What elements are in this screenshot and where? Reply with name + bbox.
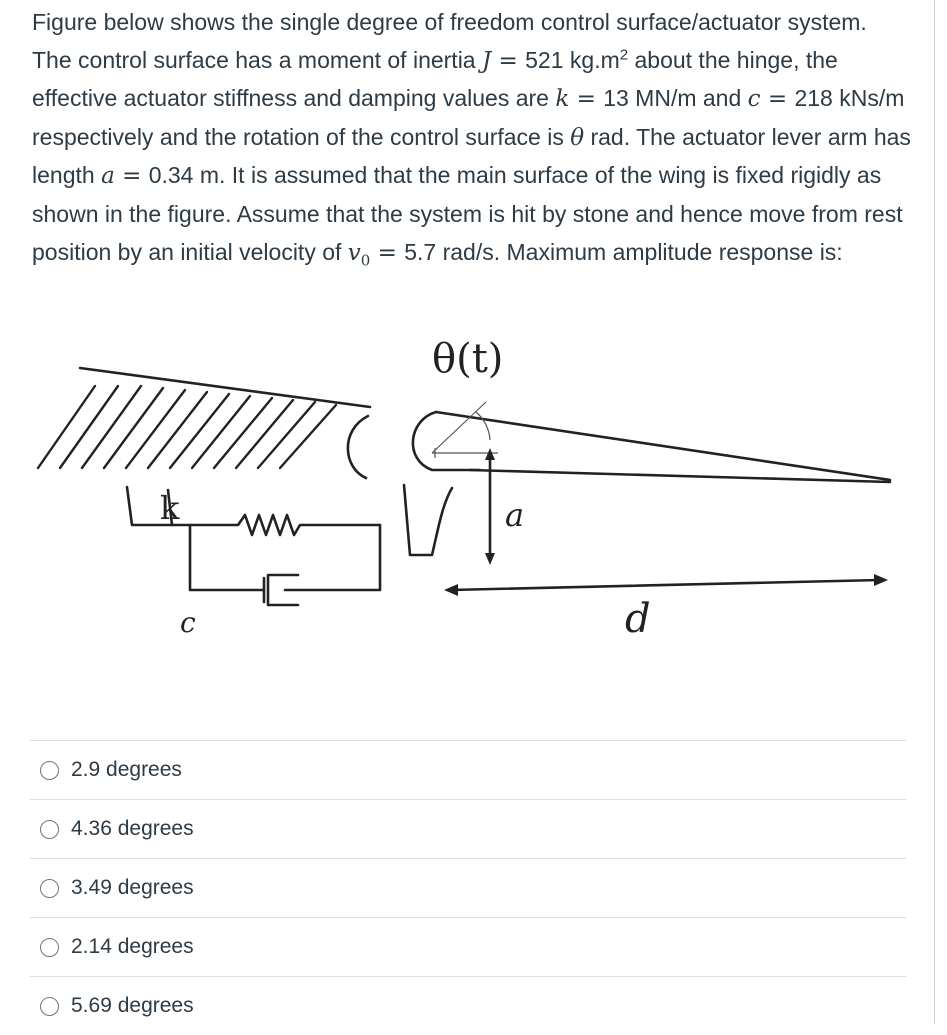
wing-hatching <box>38 386 336 468</box>
control-surface-figure <box>0 320 935 650</box>
spring <box>172 515 380 535</box>
radio-button[interactable] <box>40 879 59 898</box>
k-label: k <box>160 489 180 527</box>
d-label: d <box>625 596 651 642</box>
answer-option[interactable] <box>30 740 906 799</box>
v-symbol: v <box>347 239 361 266</box>
answer-label: 3.49 degrees <box>71 876 194 899</box>
answer-list <box>30 740 906 1035</box>
c-symbol: c <box>747 86 761 113</box>
J-symbol: J <box>482 47 492 74</box>
radio-button[interactable] <box>40 997 59 1016</box>
answer-option[interactable] <box>30 917 906 976</box>
right-bracket <box>404 485 452 555</box>
page-right-border <box>934 0 947 1024</box>
arrow-a-up <box>485 448 495 460</box>
arrow-a-down <box>485 553 495 565</box>
dimension-d-line <box>450 580 880 590</box>
radio-button[interactable] <box>40 761 59 780</box>
c-label: c <box>180 606 196 639</box>
theta-label: θ(t) <box>432 336 504 382</box>
answer-option[interactable] <box>30 799 906 858</box>
radio-button[interactable] <box>40 820 59 839</box>
wing-surface-line <box>80 368 370 407</box>
k-symbol: k <box>555 86 570 113</box>
a-symbol: a <box>101 163 115 190</box>
arrow-d-left <box>444 584 458 596</box>
wing-hinge-cup <box>348 416 368 478</box>
answer-option[interactable] <box>30 858 906 917</box>
answer-label: 2.9 degrees <box>71 758 182 781</box>
arrow-d-right <box>874 574 888 586</box>
question-text: Figure below shows the single degree of freedom control surface/actuator system. The control surface has a moment of inertia J = 521 $kg.m^2$ about the hinge, the effective actuator stiffness and damping values are k = 13 MN/m and c = 218 kNs/m respectively and the rotation of the control surface is θ rad. The actuator lever arm has length a = 0.34 m. It is assumed that the main surface of the wing is fixed rigidly as shown in the figure. Assume that the system is hit by stone and hence move from rest position by an initial velocity of $v_0 = 5.7$ rad/s. Maximum amplitude response is: <box>32 9 911 270</box>
theta-symbol: θ <box>570 124 585 151</box>
control-surface-nose <box>413 412 480 470</box>
a-label: a <box>505 496 525 534</box>
answer-label: 2.14 degrees <box>71 935 194 958</box>
radio-button[interactable] <box>40 938 59 957</box>
answer-option[interactable] <box>30 976 906 1035</box>
answer-label: 5.69 degrees <box>71 994 194 1017</box>
answer-label: 4.36 degrees <box>71 817 194 840</box>
